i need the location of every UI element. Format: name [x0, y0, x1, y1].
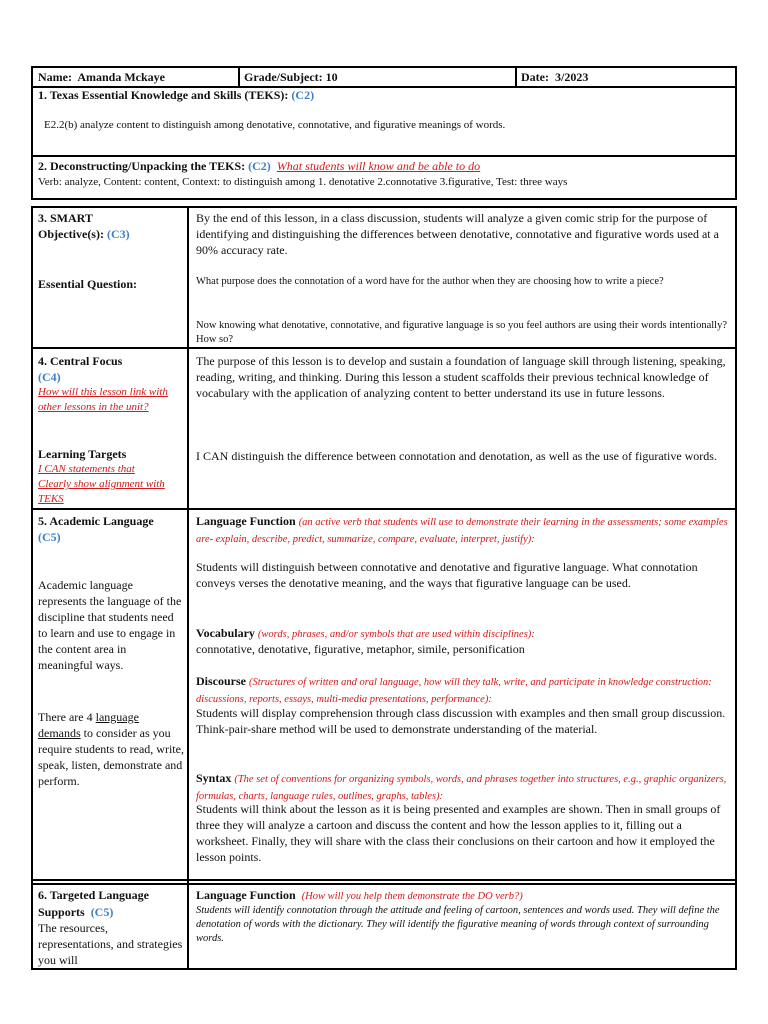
grade-value: 10: [325, 70, 338, 84]
central-focus-text: The purpose of this lesson is to develop and sustain a foundation of language skill through listening, speaking, reading, writing, and thinking. During this lesson a student scaffolds their previous technical knowledge of vocabulary with the application of analyzing content to better understand its use in future lessons.: [196, 354, 726, 400]
syntax-label: Syntax: [196, 771, 232, 785]
discourse-text: Students will display comprehension through class discussion with examples and then small group discussion. Think-pair-share method will be used to demonstrate understanding of the material.: [196, 706, 726, 736]
teks-text: E2.2(b) analyze content to distinguish among denotative, connotative, and figurative meanings of words.: [44, 119, 506, 131]
smart-code: (C3): [106, 227, 130, 241]
language-demands-note: There are 4 language demands to consider as you require students to read, write, speak, listen, demonstrate and perform.: [38, 710, 184, 788]
vocabulary-label: Vocabulary: [196, 626, 255, 640]
central-focus-code: (C4): [38, 370, 61, 384]
header-divider-1: [238, 66, 240, 88]
discourse-note: (Structures of written and oral language, how will they talk, write, and participate in knowledge construction: discussions, reports, essays, multi-media presentations, performance):: [196, 677, 712, 705]
smart-heading: 3. SMART Objective(s): (C3): [38, 211, 130, 241]
deconstructing-note: What students will know and be able to do: [276, 159, 481, 173]
name-value: Amanda Mckaye: [77, 70, 165, 84]
deconstructing-code: (C2): [248, 159, 271, 173]
main-column-divider: [187, 206, 189, 970]
academic-language-desc: Academic language represents the language of the discipline that students need to learn and use to engage in the content area in meaningful ways.: [38, 578, 182, 672]
targeted-supports-code: Supports (C5): [38, 905, 114, 919]
date-field: [521, 69, 731, 85]
syntax-block: [196, 770, 730, 804]
vocabulary-text: connotative, denotative, figurative, metaphor, simile, personification: [196, 642, 525, 656]
discourse-label: Discourse: [196, 674, 246, 688]
row-divider-4-5: [31, 508, 737, 510]
language-function-text: Students will distinguish between connotative and denotative and figurative language. What connotation conveys verses the denotative meaning, and the ways that figurative language can be used.: [196, 560, 698, 590]
targeted-supports-heading: 6. Targeted Language: [38, 888, 150, 902]
syntax-note: (The set of conventions for organizing symbols, words, and phrases together into structures, e.g., graphic organizers, formulas, charts, language rules, outlines, graphs, tables):: [196, 774, 727, 802]
row-divider-5-6: [31, 879, 737, 881]
language-function-label: Language Function: [196, 514, 296, 528]
date-value: 3/2023: [554, 70, 589, 84]
teks-code: (C2): [291, 88, 315, 102]
syntax-text: Students will think about the lesson as it is being presented and examples are shown. Then in small groups of three they will analyze a cartoon and discuss the content and how the lesson applies to it, filling out a worksheet. Finally, they will share with the class their conclusions on their cartoon and how it employed the lesson points.: [196, 802, 721, 864]
vocabulary-block: [196, 625, 730, 642]
ts-language-function-label: Language Function: [196, 888, 296, 902]
language-demands-link: language demands: [38, 710, 139, 740]
ts-language-function-block: [196, 887, 730, 904]
essential-question-label: Essential Question:: [38, 277, 138, 291]
deconstructing-text: Verb: analyze, Content: content, Context: to distinguish among 1. denotative 2.connotative 3.figurative, Test: three ways: [38, 176, 568, 188]
smart-objective: By the end of this lesson, in a class discussion, students will analyze a given comic strip for the purpose of identifying and distinguishing the differences between denotative, connotative and figurative words used at a 90% accuracy rate.: [196, 211, 719, 257]
learning-targets-label: Learning Targets: [38, 447, 127, 461]
teks-heading: 1. Texas Essential Knowledge and Skills (TEKS): (C2): [38, 88, 315, 102]
header-divider-2: [515, 66, 517, 88]
ts-language-function-note: (How will you help them demonstrate the DO verb?): [301, 891, 523, 902]
row-gap-divider: [31, 883, 737, 885]
row-divider-3-4: [31, 347, 737, 349]
discourse-block: [196, 673, 730, 707]
central-focus-note: How will this lesson link with other lessons in the unit?: [38, 386, 168, 413]
teks-divider: [31, 155, 737, 157]
central-focus-heading: 4. Central Focus: [38, 354, 123, 368]
essential-question-1: What purpose does the connotation of a word have for the author when they are choosing how to write a piece?: [196, 276, 664, 287]
targeted-supports-desc: The resources, representations, and strategies you will: [38, 921, 183, 967]
name-label: Name:: [38, 70, 72, 84]
learning-targets-note: I CAN statements that Clearly show alignment with TEKS: [38, 463, 165, 505]
learning-target-text: I CAN distinguish the difference between connotation and denotation, as well as the use of figurative words.: [196, 449, 717, 463]
vocabulary-note: (words, phrases, and/or symbols that are used within disciplines):: [257, 629, 535, 640]
date-label: Date:: [521, 70, 549, 84]
name-field: [38, 69, 233, 85]
academic-language-code: (C5): [38, 530, 61, 544]
grade-field: [244, 69, 509, 85]
grade-label: Grade/Subject:: [244, 70, 323, 84]
academic-language-heading: 5. Academic Language: [38, 514, 154, 528]
ts-language-function-text: Students will identify connotation through the attitude and feeling of cartoon, sentences and words used. They will define the denotation of words with the dictionary. They will identify the figurative meaning of words through context of surrounding words.: [196, 905, 720, 944]
deconstructing-heading: 2. Deconstructing/Unpacking the TEKS: (C2) What students will know and be able to do: [38, 159, 481, 173]
essential-question-2: Now knowing what denotative, connotative, and figurative language is so you feel authors are using their words intentionally? How so?: [196, 320, 727, 345]
language-function-block: [196, 513, 730, 547]
language-function-note: (an active verb that students will use to demonstrate their learning in the assessments; some examples are- explain, describe, predict, summarize, compare, evaluate, interpret, justify):: [196, 517, 728, 545]
